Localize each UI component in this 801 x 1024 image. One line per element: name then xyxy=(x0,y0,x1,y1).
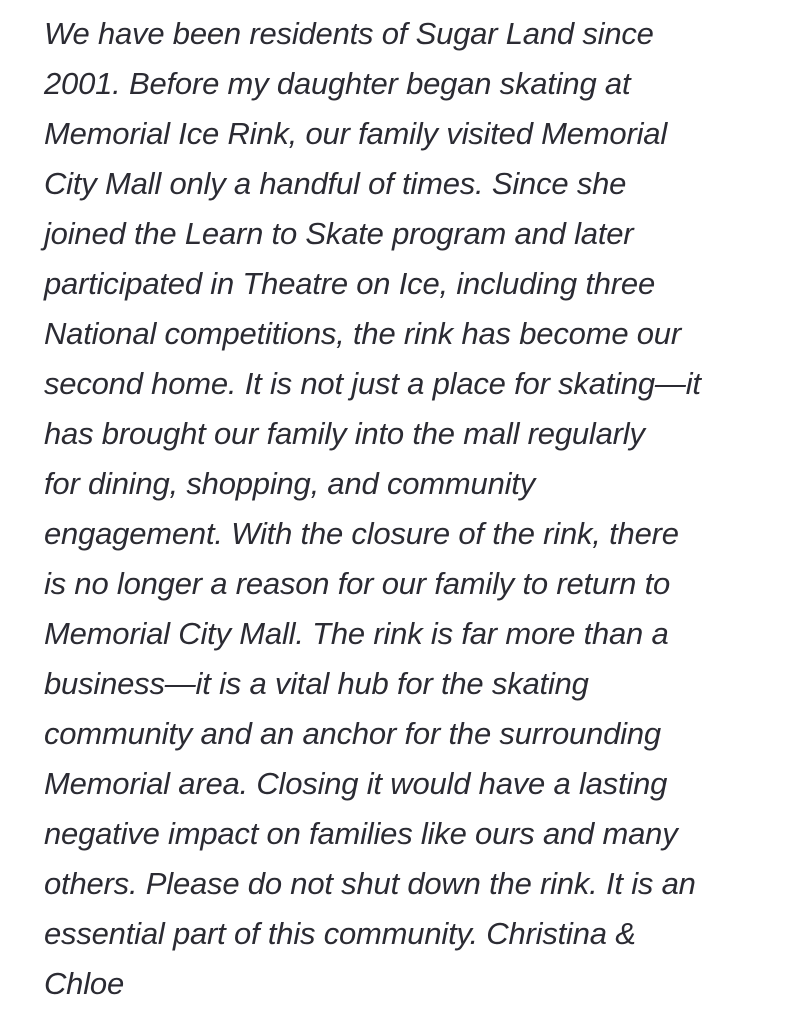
comment-line: others. Please do not shut down the rink. It is an xyxy=(44,866,696,901)
comment-line: joined the Learn to Skate program and later xyxy=(44,216,634,251)
comment-line: essential part of this community. Christina & xyxy=(44,916,636,951)
comment-line: National competitions, the rink has become our xyxy=(44,316,681,351)
comment-line: Chloe xyxy=(44,966,124,1001)
comment-line: We have been residents of Sugar Land since xyxy=(44,16,654,51)
comment-line: second home. It is not just a place for skating—it xyxy=(44,366,701,401)
comment-line: Memorial area. Closing it would have a lasting xyxy=(44,766,668,801)
comment-text xyxy=(44,9,701,1009)
comment-line: for dining, shopping, and community xyxy=(44,466,536,501)
comment-line: City Mall only a handful of times. Since she xyxy=(44,166,627,201)
comment-line: negative impact on families like ours and many xyxy=(44,816,678,851)
comment-line: is no longer a reason for our family to return to xyxy=(44,566,671,601)
comment-line: Memorial City Mall. The rink is far more than a xyxy=(44,616,669,651)
comment-line: engagement. With the closure of the rink, there xyxy=(44,516,679,551)
comment-line: has brought our family into the mall regularly xyxy=(44,416,645,451)
comment-line: business—it is a vital hub for the skating xyxy=(44,666,589,701)
comment-line: community and an anchor for the surrounding xyxy=(44,716,661,751)
comment-line: participated in Theatre on Ice, including three xyxy=(44,266,655,301)
comment-line: Memorial Ice Rink, our family visited Memorial xyxy=(44,116,668,151)
comment-line: 2001. Before my daughter began skating at xyxy=(44,66,631,101)
